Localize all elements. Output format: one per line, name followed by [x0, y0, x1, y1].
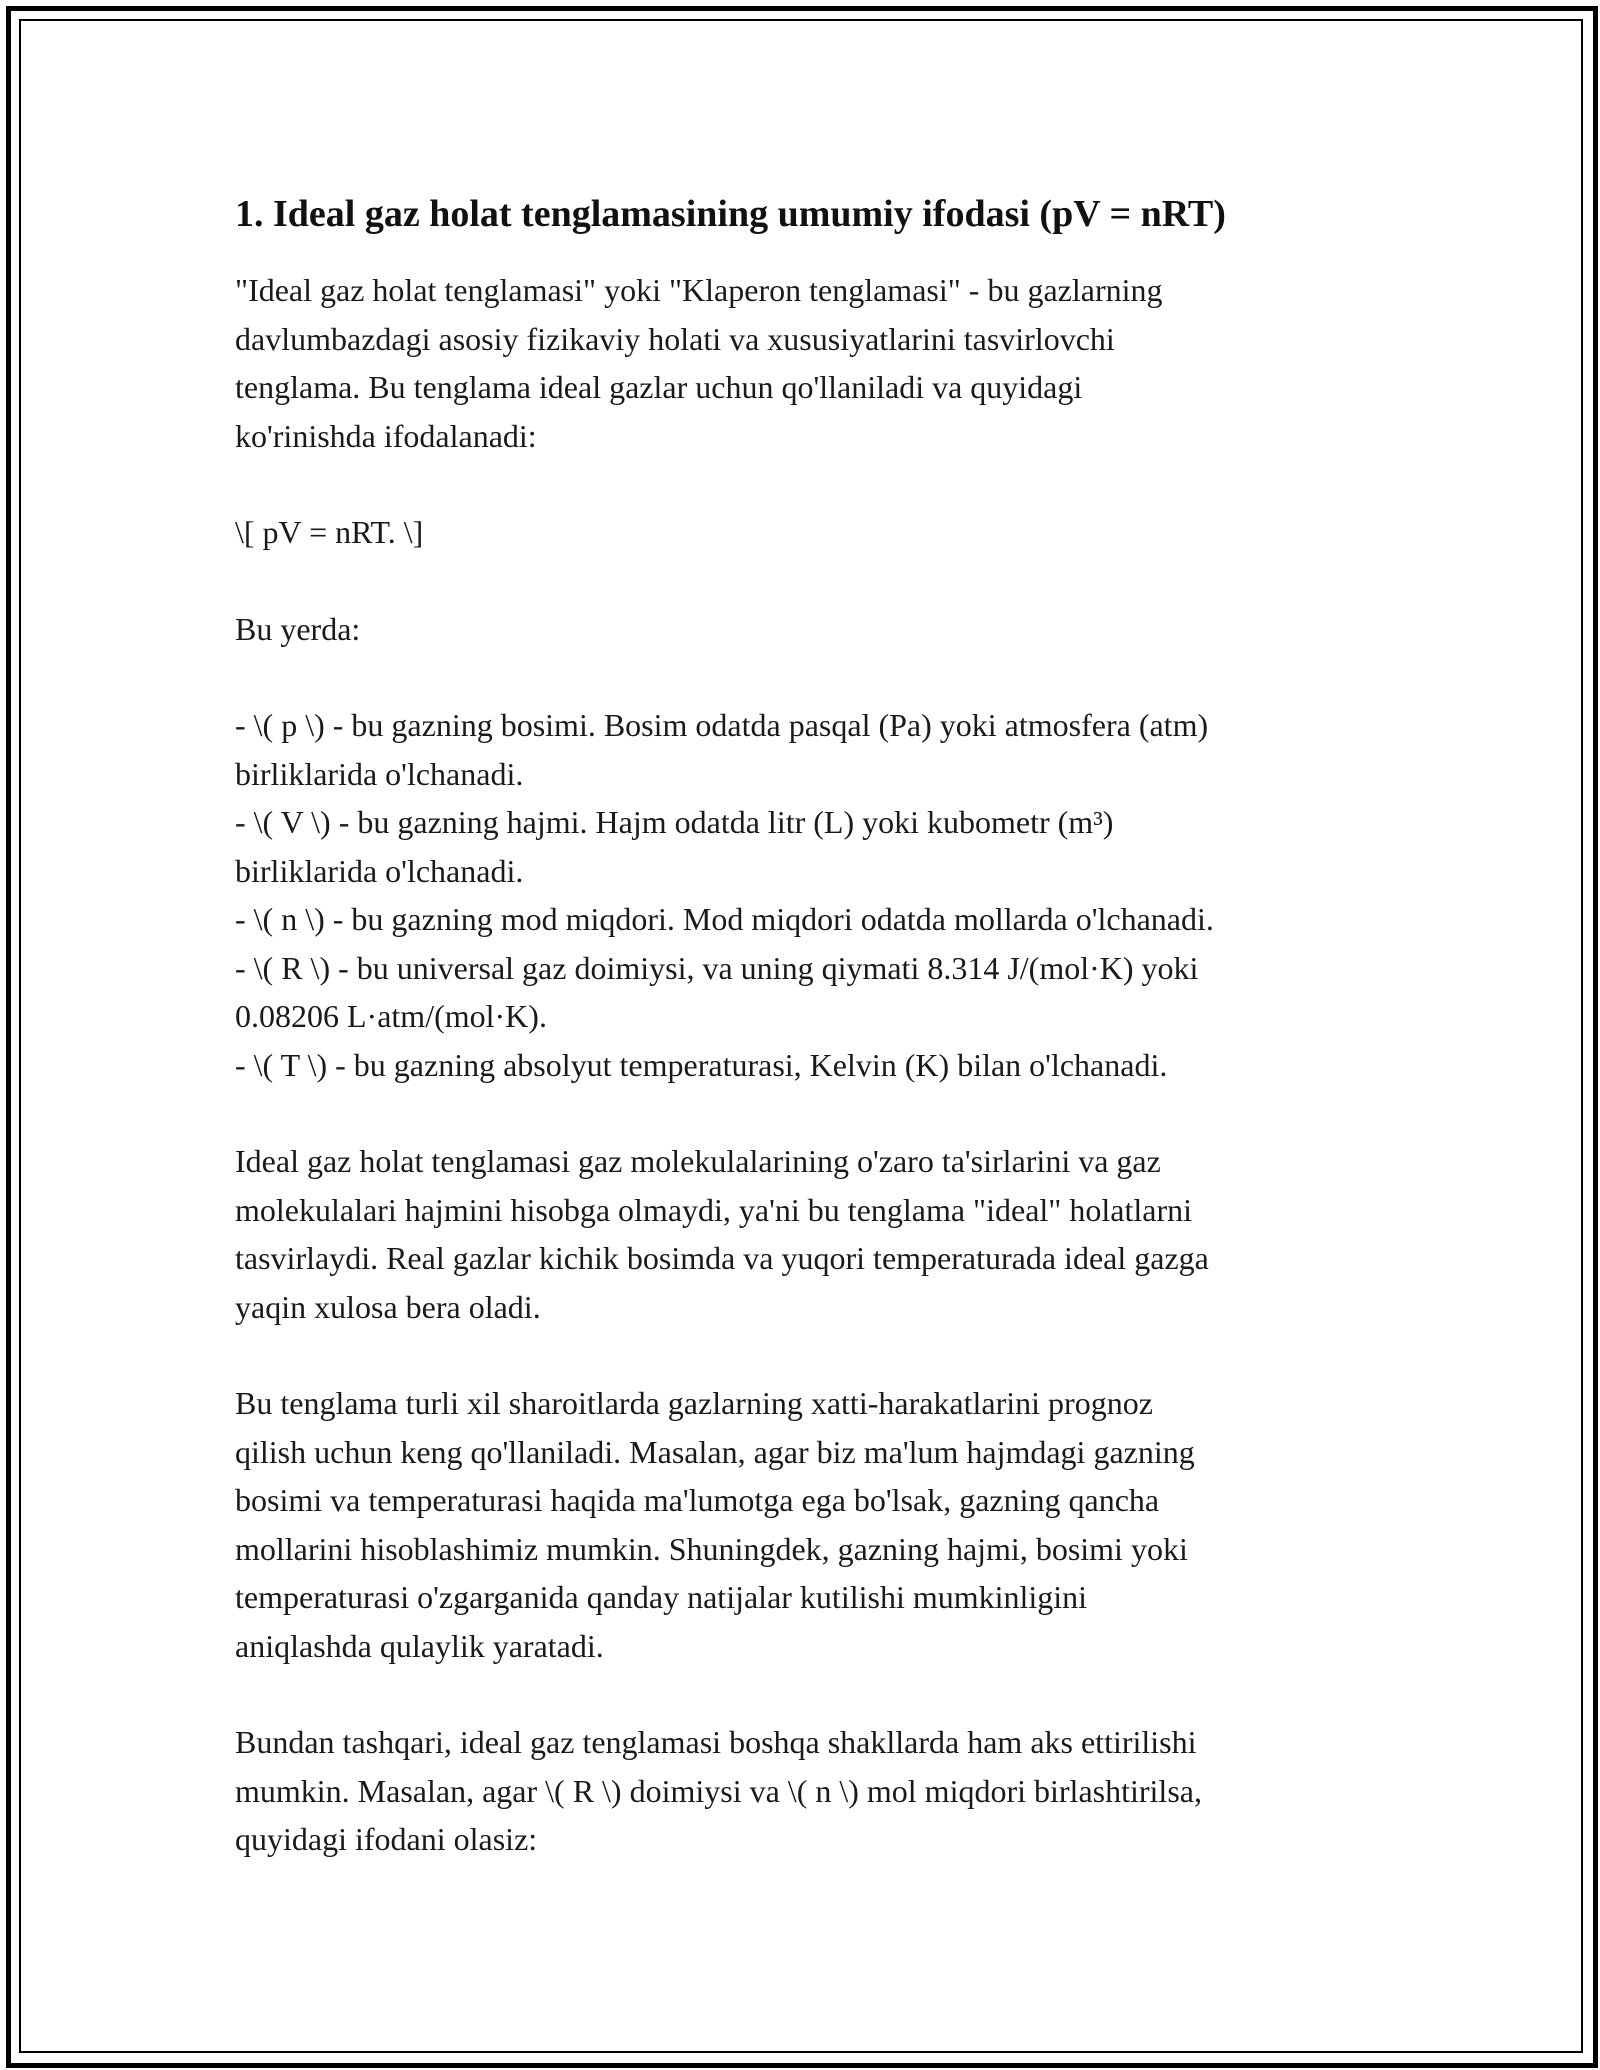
equation-line: \[ pV = nRT. \]: [235, 514, 424, 550]
variable-definitions: - \( p \) - bu gazning bosimi. Bosim odatda pasqal (Pa) yoki atmosfera (atm) birliklarida o'lchanadi. - \( V \) - bu gazning hajmi. Hajm odatda litr (L) yoki kubometr (m³) birliklarida o'lchanadi. - \( n \) - bu gazning mod miqdori. Mod miqdori odatda mollarda o'lchanadi. - \( R \) - bu universal gaz doimiysi, va uning qiymati 8.314 J/(mol·K) yoki 0.08206 L·atm/(mol·K). - \( T \) - bu gazning absolyut temperaturasi, Kelvin (K) bilan o'lchanadi.: [235, 707, 1214, 1083]
applications-paragraph: Bu tenglama turli xil sharoitlarda gazlarning xatti-harakatlarini prognoz qilish uchun keng qo'llaniladi. Masalan, agar biz ma'lum hajmdagi gazning bosimi va temperaturasi haqida ma'lumotga ega bo'lsak, gazning qancha mollarini hisoblashimiz mumkin. Shuningdek, gazning hajmi, bosimi yoki temperaturasi o'zgarganida qanday natijalar kutilishi mumkinligini aniqlashda qulaylik yaratadi.: [235, 1385, 1195, 1664]
ideal-gas-limitations-paragraph: Ideal gaz holat tenglamasi gaz molekulalarining o'zaro ta'sirlarini va gaz molekulalari hajmini hisobga olmaydi, ya'ni bu tenglama "ideal" holatlarni tasvirlaydi. Real gazlar kichik bosimda va yuqori temperaturada ideal gazga yaqin xulosa bera oladi.: [235, 1143, 1209, 1325]
intro-paragraph: "Ideal gaz holat tenglamasi" yoki "Klaperon tenglamasi" - bu gazlarning davlumbazdagi asosiy fizikaviy holati va xususiyatlarini tasvirlovchi tenglama. Bu tenglama ideal gazlar uchun qo'llaniladi va quyidagi ko'rinishda ifodalanadi:: [235, 272, 1163, 454]
section-heading: 1. Ideal gaz holat tenglamasining umumiy ifodasi (pV = nRT): [235, 193, 1226, 235]
other-forms-paragraph: Bundan tashqari, ideal gaz tenglamasi boshqa shakllarda ham aks ettirilishi mumkin. Masalan, agar \( R \) doimiysi va \( n \) mol miqdori birlashtirilsa, quyidagi ifodani olasiz:: [235, 1724, 1202, 1857]
document-body: [235, 186, 1385, 1912]
where-label: Bu yerda:: [235, 610, 361, 647]
